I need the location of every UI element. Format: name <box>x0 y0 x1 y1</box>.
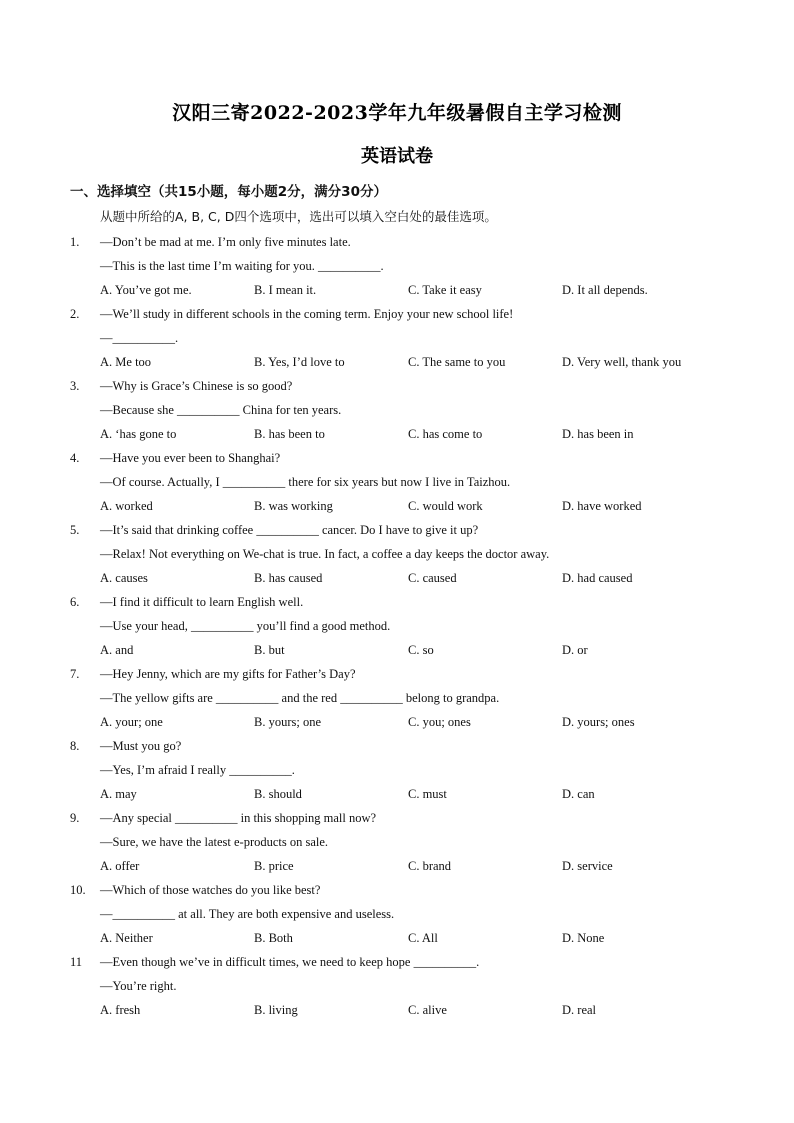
option-c[interactable]: C. The same to you <box>408 355 506 369</box>
question-item <box>0 662 794 734</box>
options-row <box>0 566 794 590</box>
question-item <box>0 878 794 950</box>
question-response: —The yellow gifts are __________ and the red __________ belong to grandpa. <box>100 691 500 705</box>
question-item <box>0 446 794 518</box>
question-prompt: —Hey Jenny, which are my gifts for Father’s Day? <box>100 667 356 681</box>
option-a[interactable]: A. worked <box>100 499 153 513</box>
option-a[interactable]: A. and <box>100 643 134 657</box>
question-response: —Of course. Actually, I __________ there for six years but now I live in Taizhou. <box>100 475 511 489</box>
option-d[interactable]: D. yours; ones <box>562 715 635 729</box>
question-line <box>0 950 794 974</box>
option-a[interactable]: A. causes <box>100 571 148 585</box>
question-line <box>0 806 794 830</box>
options-row <box>0 926 794 950</box>
option-b[interactable]: B. was working <box>254 499 333 513</box>
option-b[interactable]: B. Yes, I’d love to <box>254 355 345 369</box>
option-a[interactable]: A. fresh <box>100 1003 141 1017</box>
question-response: —You’re right. <box>100 979 177 993</box>
section-instruction: 从题中所给的A, B, C, D四个选项中，选出可以填入空白处的最佳选项。 <box>100 209 497 224</box>
question-number: 1. <box>70 235 80 249</box>
question-prompt: —Even though we’ve in difficult times, we need to keep hope __________. <box>100 955 480 969</box>
question-item <box>0 518 794 590</box>
question-line <box>0 326 794 350</box>
option-b[interactable]: B. yours; one <box>254 715 322 729</box>
question-line <box>0 542 794 566</box>
question-response: —Because she __________ China for ten years. <box>100 403 342 417</box>
question-line <box>0 974 794 998</box>
option-c[interactable]: C. All <box>408 931 438 945</box>
question-line <box>0 830 794 854</box>
question-line <box>0 470 794 494</box>
option-a[interactable]: A. You’ve got me. <box>100 283 192 297</box>
option-a[interactable]: A. may <box>100 787 137 801</box>
question-line <box>0 374 794 398</box>
question-response: —Use your head, __________ you’ll find a good method. <box>100 619 391 633</box>
option-a[interactable]: A. Neither <box>100 931 153 945</box>
option-d[interactable]: D. or <box>562 643 588 657</box>
option-c[interactable]: C. so <box>408 643 434 657</box>
question-line <box>0 878 794 902</box>
question-item <box>0 374 794 446</box>
question-prompt: —Have you ever been to Shanghai? <box>100 451 281 465</box>
option-a[interactable]: A. your; one <box>100 715 163 729</box>
option-a[interactable]: A. ‘has gone to <box>100 427 177 441</box>
question-number: 7. <box>70 667 80 681</box>
question-prompt: —Which of those watches do you like best? <box>100 883 321 897</box>
options-row <box>0 638 794 662</box>
option-c[interactable]: C. has come to <box>408 427 483 441</box>
option-c[interactable]: C. you; ones <box>408 715 471 729</box>
question-line <box>0 518 794 542</box>
options-row <box>0 782 794 806</box>
question-item <box>0 950 794 1022</box>
question-number: 4. <box>70 451 80 465</box>
question-item <box>0 806 794 878</box>
page-title: 汉阳三寄2022-2023学年九年级暑假自主学习检测 <box>172 102 622 124</box>
options-row <box>0 350 794 374</box>
option-d[interactable]: D. has been in <box>562 427 634 441</box>
option-d[interactable]: D. can <box>562 787 595 801</box>
option-a[interactable]: A. offer <box>100 859 140 873</box>
question-line <box>0 662 794 686</box>
question-line <box>0 590 794 614</box>
question-line <box>0 686 794 710</box>
option-d[interactable]: D. had caused <box>562 571 633 585</box>
question-line <box>0 302 794 326</box>
option-c[interactable]: C. must <box>408 787 447 801</box>
option-a[interactable]: A. Me too <box>100 355 152 369</box>
options-row <box>0 710 794 734</box>
question-number: 2. <box>70 307 80 321</box>
question-line <box>0 614 794 638</box>
question-item <box>0 590 794 662</box>
question-item <box>0 302 794 374</box>
section-heading: 一、选择填空（共15小题，每小题2分，满分30分） <box>70 184 387 200</box>
question-response: —Sure, we have the latest e-products on sale. <box>100 835 329 849</box>
question-response: —Relax! Not everything on We-chat is true. In fact, a coffee a day keeps the doctor away. <box>100 547 550 561</box>
option-d[interactable]: D. real <box>562 1003 597 1017</box>
question-number: 5. <box>70 523 80 537</box>
option-b[interactable]: B. Both <box>254 931 293 945</box>
question-response: —__________ at all. They are both expensive and useless. <box>100 907 395 921</box>
option-b[interactable]: B. but <box>254 643 285 657</box>
question-prompt: —I find it difficult to learn English well. <box>100 595 304 609</box>
options-row <box>0 998 794 1022</box>
question-number: 8. <box>70 739 80 753</box>
question-number: 11 <box>70 955 83 969</box>
question-line <box>0 398 794 422</box>
option-d[interactable]: D. Very well, thank you <box>562 355 682 369</box>
option-b[interactable]: B. has caused <box>254 571 323 585</box>
option-b[interactable]: B. I mean it. <box>254 283 317 297</box>
options-row <box>0 854 794 878</box>
page-subtitle: 英语试卷 <box>361 146 433 167</box>
question-list <box>0 230 794 1022</box>
question-prompt: —We’ll study in different schools in the coming term. Enjoy your new school life! <box>100 307 514 321</box>
question-line <box>0 254 794 278</box>
question-response: —__________. <box>100 331 179 345</box>
question-number: 3. <box>70 379 80 393</box>
option-b[interactable]: B. living <box>254 1003 298 1017</box>
options-row <box>0 422 794 446</box>
option-b[interactable]: B. price <box>254 859 294 873</box>
question-line <box>0 230 794 254</box>
option-c[interactable]: C. would work <box>408 499 483 513</box>
question-prompt: —Must you go? <box>100 739 182 753</box>
option-d[interactable]: D. service <box>562 859 613 873</box>
option-c[interactable]: C. alive <box>408 1003 447 1017</box>
option-d[interactable]: D. None <box>562 931 605 945</box>
question-number: 9. <box>70 811 80 825</box>
option-c[interactable]: C. brand <box>408 859 452 873</box>
question-number: 10. <box>70 883 86 897</box>
options-row <box>0 278 794 302</box>
question-line <box>0 446 794 470</box>
question-response: —Yes, I’m afraid I really __________. <box>100 763 295 777</box>
question-number: 6. <box>70 595 80 609</box>
option-c[interactable]: C. caused <box>408 571 457 585</box>
option-d[interactable]: D. It all depends. <box>562 283 648 297</box>
option-c[interactable]: C. Take it easy <box>408 283 482 297</box>
option-b[interactable]: B. should <box>254 787 302 801</box>
question-prompt: —Don’t be mad at me. I’m only five minutes late. <box>100 235 351 249</box>
option-b[interactable]: B. has been to <box>254 427 325 441</box>
question-line <box>0 758 794 782</box>
question-item <box>0 230 794 302</box>
question-line <box>0 734 794 758</box>
question-line <box>0 902 794 926</box>
option-d[interactable]: D. have worked <box>562 499 642 513</box>
question-prompt: —Why is Grace’s Chinese is so good? <box>100 379 293 393</box>
options-row <box>0 494 794 518</box>
question-prompt: —It’s said that drinking coffee __________ cancer. Do I have to give it up? <box>100 523 479 537</box>
question-response: —This is the last time I’m waiting for you. __________. <box>100 259 384 273</box>
question-prompt: —Any special __________ in this shopping mall now? <box>100 811 377 825</box>
question-item <box>0 734 794 806</box>
